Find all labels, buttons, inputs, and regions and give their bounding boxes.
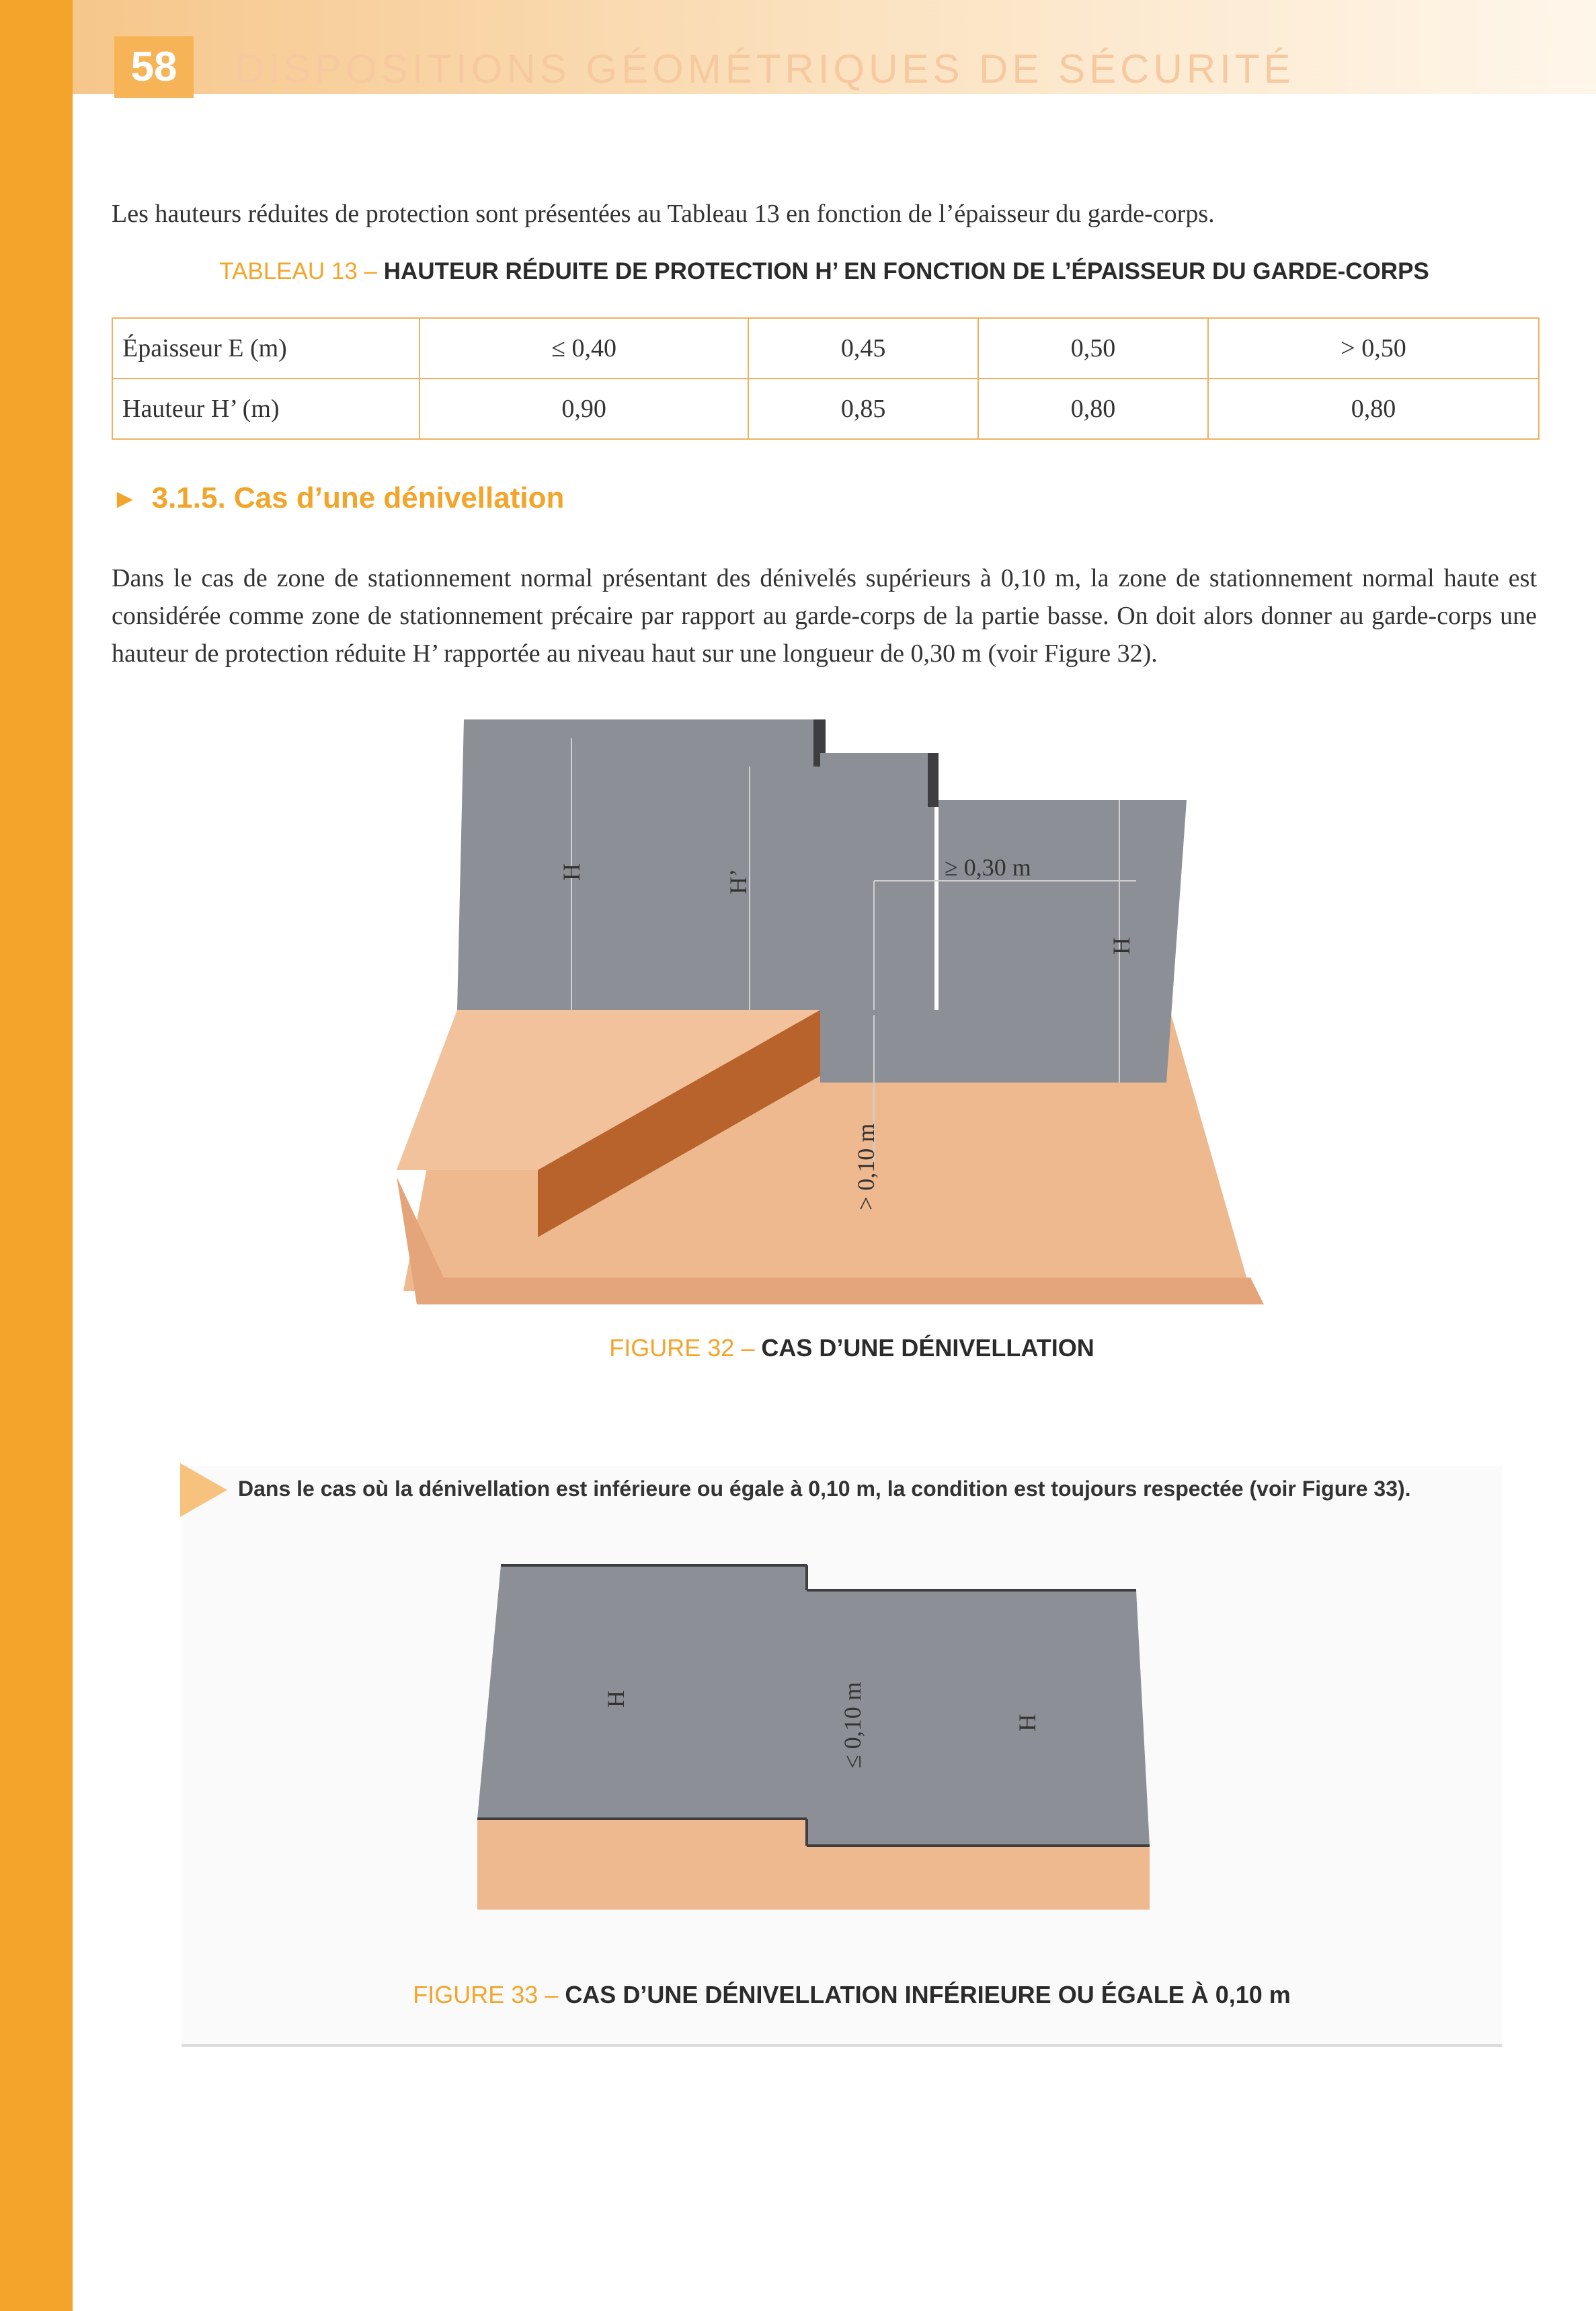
low-wall-lower [820,1010,1170,1083]
note-text: Dans le cas où la dénivellation est inférieure ou égale à 0,10 m, la condition est toujours respectée (voir Figure 33). [238,1477,1411,1501]
figure-32-caption [54,1334,1596,1362]
table-cell: ≤ 0,40 [420,318,748,379]
row-header: Hauteur H’ (m) [112,379,420,439]
section-heading [112,481,564,515]
figure-33-label-H-right: H [1014,1714,1041,1731]
table-caption [112,258,1537,285]
table-caption-number: TABLEAU 13 [219,258,358,284]
left-color-strip [0,0,73,2311]
figure-32-label-step: > 0,10 m [852,1123,879,1210]
table-cell: 0,80 [1208,379,1539,439]
figure-33-title: CAS D’UNE DÉNIVELLATION INFÉRIEURE OU ÉGALE À 0,10 m [565,1981,1291,2008]
section-title: 3.1.5. Cas d’une dénivellation [151,481,565,514]
mid-wall-cap [928,753,939,807]
figure-32-separator: – [741,1334,755,1362]
high-wall [457,719,820,1010]
row-header: Épaisseur E (m) [112,318,420,379]
table-13 [112,317,1540,440]
figure-33-caption [54,1981,1596,2009]
figure-33-number: FIGURE 33 [413,1981,538,2008]
figure-32-label-Hprime: H’ [725,869,752,894]
figure-33-illustration [471,1560,1156,1910]
play-arrow-icon: ► [112,484,138,514]
figure-32-number: FIGURE 32 [609,1334,735,1362]
figure-32-label-H-right: H [1108,937,1135,955]
table-row [112,379,1539,439]
figure-32-label-distance: ≥ 0,30 m [945,854,1031,881]
table-cell: 0,80 [978,379,1208,439]
table-cell: 0,85 [748,379,978,439]
page-number: 58 [114,36,194,98]
figure-33-separator: – [545,1981,559,2008]
wall-profile [477,1565,1150,1846]
intro-paragraph: Les hauteurs réduites de protection sont présentées au Tableau 13 en fonction de l’épaisseur du garde-corps. [112,200,1215,228]
figure-33-label-step: ≤ 0,10 m [839,1682,866,1768]
table-cell: 0,50 [978,318,1208,379]
table-cell: > 0,50 [1208,318,1539,379]
figure-32-illustration [376,699,1318,1304]
table-cell: 0,90 [420,379,748,439]
table-row [112,318,1539,379]
table-cell: 0,45 [748,318,978,379]
figure-33-label-H-left: H [602,1690,629,1708]
figure-32-title: CAS D’UNE DÉNIVELLATION [761,1334,1094,1362]
table-caption-separator: – [364,258,377,284]
chapter-title: DISPOSITIONS GÉOMÉTRIQUES DE SÉCURITÉ [235,46,1295,91]
table-caption-text: HAUTEUR RÉDUITE DE PROTECTION H’ EN FONCTION DE L’ÉPAISSEUR DU GARDE-CORPS [383,258,1429,284]
body-paragraph: Dans le cas de zone de stationnement normal présentant des dénivelés supérieurs à 0,10 m, la zone de stationnement normal haute est considérée comme zone de stationnement précaire par rapport au garde-corps de la partie basse. On doit alors donner au garde-corps une hauteur de protection réduite H’ rapportée au niveau haut sur une longueur de 0,30 m (voir Figure 32). [112,564,1537,668]
figure-32-label-H-left: H [558,863,585,881]
note-arrow-icon [180,1463,227,1517]
